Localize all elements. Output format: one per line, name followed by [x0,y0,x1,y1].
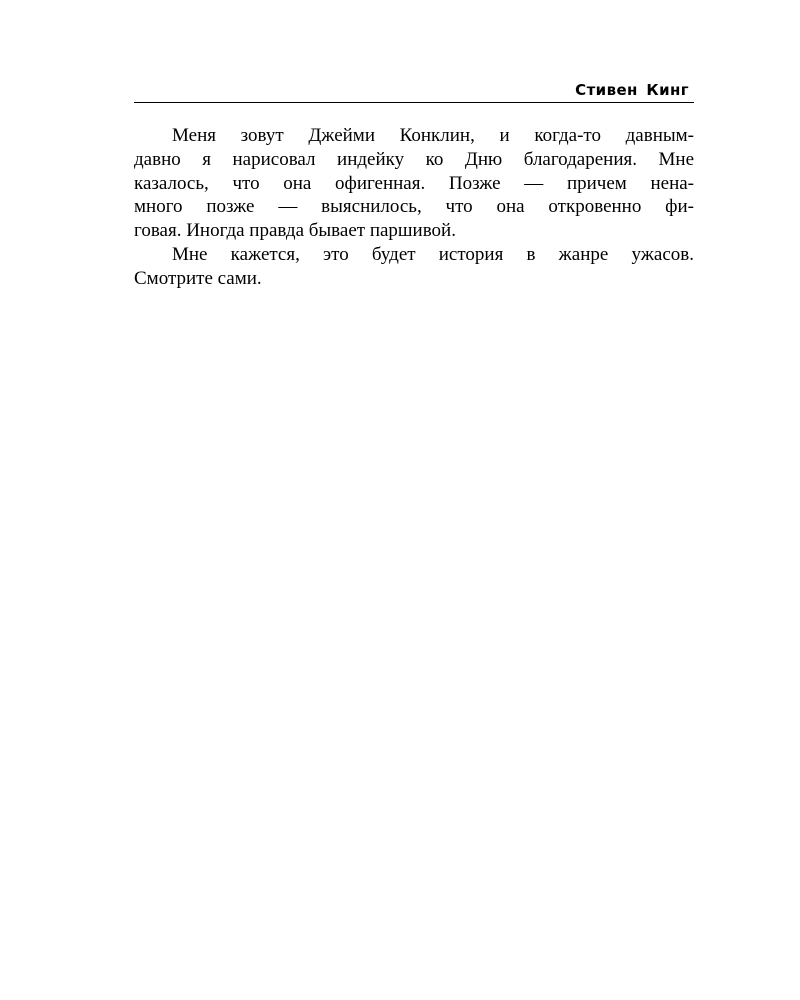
text-line: много позже — выяснилось, что она откровенно фи- [134,196,694,218]
text-line: Мне кажется, это будет история в жанре ужасов. [172,243,694,265]
paragraph-1 [134,124,694,243]
paragraph-2 [134,243,694,291]
text-line: казалось, что она офигенная. Позже — причем нена- [134,172,694,194]
header-rule [134,102,694,103]
text-line: давно я нарисовал индейку ко Дню благодарения. Мне [134,148,694,170]
book-page [134,0,694,1000]
running-header-author: Стивен Кинг [575,81,689,99]
text-line: говая. Иногда правда бывает паршивой. [134,220,456,242]
body-text [134,124,694,291]
text-line: Меня зовут Джейми Конклин, и когда-то давным- [172,125,694,146]
text-line: Смотрите сами. [134,267,262,289]
